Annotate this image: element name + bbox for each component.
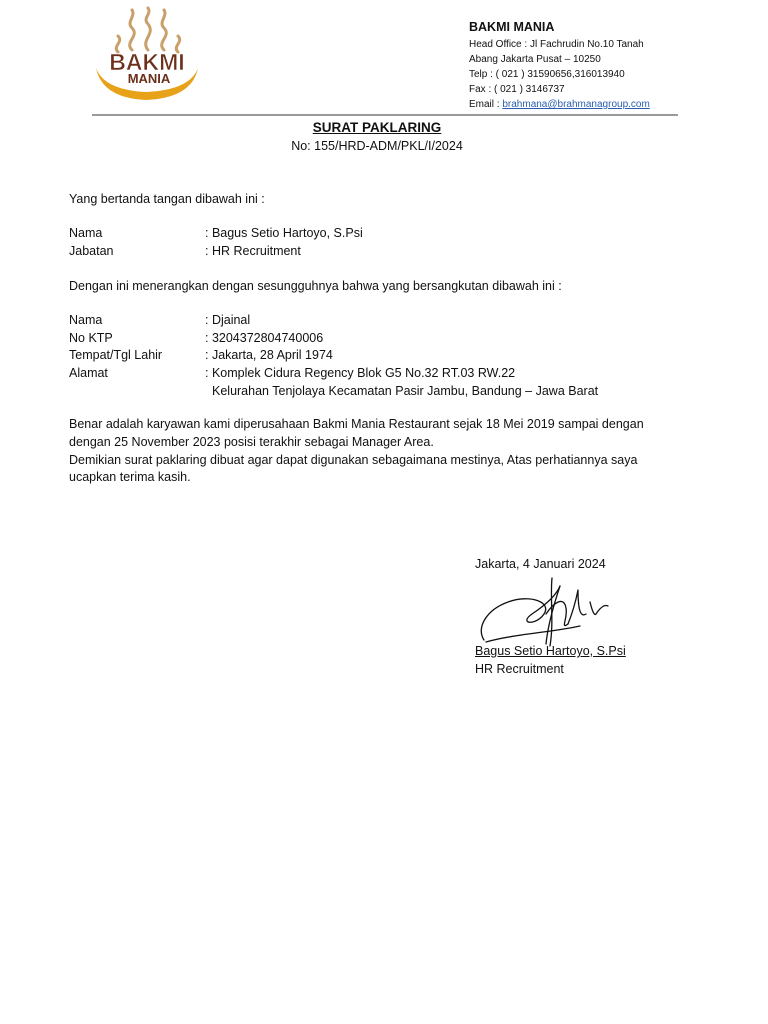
email-link[interactable]: brahmana@brahmanagroup.com: [502, 99, 650, 110]
signatory-position-label: Jabatan: [69, 244, 114, 258]
company-address-line2: Abang Jakarta Pusat – 10250: [469, 54, 601, 65]
body-line-3: Demikian surat paklaring dibuat agar dapat digunakan sebagaimana mestinya, Atas perhatiannya saya: [69, 453, 638, 467]
employee-address-continued: Kelurahan Tenjolaya Kecamatan Pasir Jambu, Bandung – Jawa Barat: [212, 384, 599, 398]
signatory-name-label: Nama: [69, 226, 103, 240]
steam-icon: [116, 8, 179, 52]
place-date: Jakarta, 4 Januari 2024: [475, 557, 606, 571]
letter-number: No: 155/HRD-ADM/PKL/I/2024: [291, 139, 463, 153]
intro-text: Yang bertanda tangan dibawah ini :: [69, 192, 265, 206]
signer-title: HR Recruitment: [475, 662, 564, 676]
body-line-2: dengan 25 November 2023 posisi terakhir sebagai Manager Area.: [69, 435, 434, 449]
letter-title: SURAT PAKLARING: [312, 120, 442, 135]
body-line-4: ucapkan terima kasih.: [69, 470, 191, 484]
logo-text-mania: MANIA: [127, 71, 171, 86]
body-line-1: Benar adalah karyawan kami diperusahaan Bakmi Mania Restaurant sejak 18 Mei 2019 sampai dengan: [69, 417, 644, 431]
company-fax: Fax : ( 021 ) 3146737: [469, 84, 565, 95]
employee-birth-value: : Jakarta, 28 April 1974: [205, 348, 333, 362]
email-label: Email :: [469, 99, 503, 110]
employee-name-value: : Djainal: [205, 313, 251, 327]
company-email-row: [469, 97, 650, 112]
employee-name-label: Nama: [69, 313, 103, 327]
employee-ktp-label: No KTP: [69, 331, 113, 345]
header-divider: [92, 114, 678, 116]
signatory-position-value: : HR Recruitment: [205, 244, 301, 258]
employee-ktp-value: : 3204372804740006: [205, 331, 324, 345]
logo-text-bakmi: BAKMI: [109, 49, 185, 75]
statement-text: Dengan ini menerangkan dengan sesungguhnya bahwa yang bersangkutan dibawah ini :: [69, 279, 562, 293]
company-address-line1: Head Office : Jl Fachrudin No.10 Tanah: [469, 39, 644, 50]
company-phone: Telp : ( 021 ) 31590656,316013940: [469, 69, 625, 80]
employee-birth-label: Tempat/Tgl Lahir: [69, 348, 163, 362]
employee-address-label: Alamat: [69, 366, 108, 380]
signer-name: Bagus Setio Hartoyo, S.Psi: [475, 644, 626, 658]
company-info: [469, 18, 650, 112]
signature-icon: [474, 574, 614, 650]
company-name: BAKMI MANIA: [469, 20, 555, 34]
employee-address-value: : Komplek Cidura Regency Blok G5 No.32 RT.03 RW.22: [205, 366, 516, 380]
signatory-name-value: : Bagus Setio Hartoyo, S.Psi: [205, 226, 363, 240]
bakmi-mania-logo: [82, 6, 212, 102]
